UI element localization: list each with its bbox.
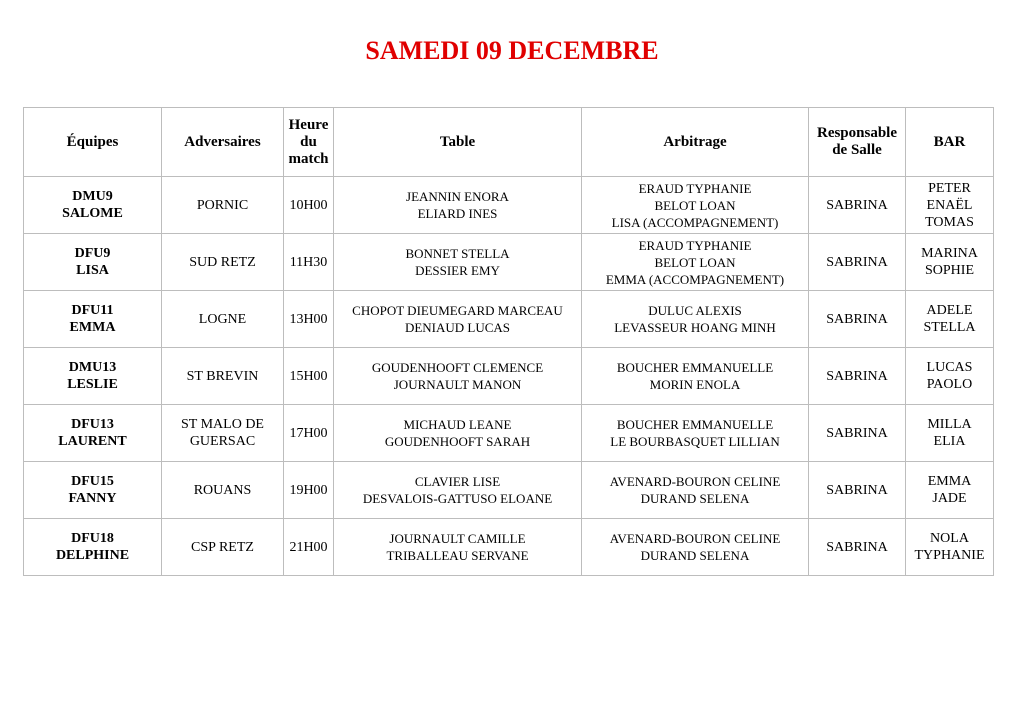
opponent-cell [162, 291, 284, 348]
referee: LEVASSEUR HOANG MINH [614, 320, 776, 335]
time-cell: 13H00 [284, 291, 334, 348]
team-coach: LISA [76, 263, 109, 278]
header-heure [284, 108, 334, 177]
table-official: BONNET STELLA [405, 246, 510, 261]
header-arbitrage-label: Arbitrage [663, 133, 727, 150]
referee: BELOT LOAN [654, 197, 736, 213]
table-official: MICHAUD LEANE [403, 417, 512, 432]
opponent-line: GUERSAC [189, 434, 256, 449]
bar-volunteer: NOLA [930, 531, 969, 546]
table-row [24, 462, 994, 519]
header-table [334, 108, 582, 177]
table-row [24, 291, 994, 348]
time-cell: 11H30 [284, 234, 334, 291]
header-equipes [24, 108, 162, 177]
team-cell [24, 348, 162, 405]
header-responsable-line: Responsable [816, 125, 898, 141]
table-official: JOURNAULT MANON [393, 377, 522, 392]
referee: ERAUD TYPHANIE [638, 237, 752, 253]
bar-volunteer: TYPHANIE [914, 548, 985, 563]
team-code: DFU9 [74, 246, 111, 261]
team-coach: FANNY [68, 491, 117, 506]
bar-volunteer: MILLA [927, 417, 972, 432]
bar-cell [906, 348, 994, 405]
table-row [24, 348, 994, 405]
table-row [24, 234, 994, 291]
opponent-cell [162, 348, 284, 405]
opponent-cell [162, 462, 284, 519]
bar-volunteer: PETER [928, 180, 971, 196]
team-cell [24, 462, 162, 519]
header-arbitrage [582, 108, 809, 177]
page-title: SAMEDI 09 DECEMBRE [365, 36, 659, 65]
manager-cell: SABRINA [809, 519, 906, 576]
team-code: DFU11 [71, 303, 114, 318]
header-table-label: Table [439, 133, 476, 150]
team-cell [24, 519, 162, 576]
bar-volunteer: PAOLO [926, 377, 973, 392]
opponent-line: CSP RETZ [191, 539, 254, 555]
team-coach: LAURENT [58, 434, 127, 449]
referee: LISA (ACCOMPAGNEMENT) [611, 214, 779, 230]
table-official: CHOPOT DIEUMEGARD MARCEAU [352, 303, 563, 318]
manager-cell: SABRINA [809, 405, 906, 462]
opponent-cell [162, 177, 284, 234]
team-code: DFU15 [71, 474, 114, 489]
header-equipes-label: Équipes [66, 133, 119, 150]
table-official: DESVALOIS-GATTUSO ELOANE [362, 491, 553, 506]
time-cell: 21H00 [284, 519, 334, 576]
referee: LE BOURBASQUET LILLIAN [610, 434, 780, 449]
table-officials-cell [334, 519, 582, 576]
referee: DURAND SELENA [640, 491, 750, 506]
table-official: TRIBALLEAU SERVANE [386, 548, 529, 563]
opponent-line: ROUANS [193, 482, 252, 498]
team-coach: EMMA [69, 320, 116, 335]
manager-cell: SABRINA [809, 348, 906, 405]
table-official: GOUDENHOOFT CLEMENCE [371, 360, 544, 375]
manager-cell: SABRINA [809, 177, 906, 234]
referee: DULUC ALEXIS [648, 303, 742, 318]
header-row [24, 108, 994, 177]
header-bar-label: BAR [933, 133, 966, 150]
team-coach: LESLIE [67, 377, 118, 392]
bar-cell [906, 405, 994, 462]
table-row [24, 177, 994, 234]
table-official: JOURNAULT CAMILLE [389, 531, 526, 546]
referee: AVENARD-BOURON CELINE [609, 531, 781, 546]
table-official: DESSIER EMY [415, 263, 500, 278]
bar-volunteer: LUCAS [926, 360, 973, 375]
bar-volunteer: TOMAS [925, 214, 974, 230]
opponent-cell [162, 519, 284, 576]
table-official: CLAVIER LISE [414, 474, 501, 489]
referees-cell [582, 405, 809, 462]
team-code: DFU13 [71, 417, 114, 432]
table-official: GOUDENHOOFT SARAH [384, 434, 531, 449]
time-cell: 10H00 [284, 177, 334, 234]
referee: ERAUD TYPHANIE [638, 180, 752, 196]
referees-cell [582, 291, 809, 348]
opponent-line: ST MALO DE [181, 417, 264, 432]
header-heure-line: match [288, 150, 329, 167]
table-row [24, 405, 994, 462]
schedule-table [23, 107, 994, 576]
bar-cell [906, 177, 994, 234]
team-cell [24, 405, 162, 462]
manager-cell: SABRINA [809, 234, 906, 291]
team-coach: DELPHINE [55, 548, 130, 563]
table-officials-cell [334, 234, 582, 291]
bar-volunteer: ADELE [926, 303, 973, 318]
team-coach: SALOME [62, 206, 123, 221]
team-cell [24, 291, 162, 348]
table-officials-cell [334, 291, 582, 348]
table-official: JEANNIN ENORA [406, 189, 509, 204]
referees-cell [582, 234, 809, 291]
table-officials-cell [334, 405, 582, 462]
referee: MORIN ENOLA [649, 377, 741, 392]
referees-cell [582, 462, 809, 519]
header-responsable-line: de Salle [832, 142, 882, 158]
time-cell: 19H00 [284, 462, 334, 519]
opponent-line: LOGNE [198, 311, 247, 327]
opponent-cell [162, 234, 284, 291]
referee: AVENARD-BOURON CELINE [609, 474, 781, 489]
team-code: DMU9 [72, 189, 113, 204]
table-officials-cell [334, 177, 582, 234]
opponent-line: SUD RETZ [189, 254, 256, 270]
header-heure-line: Heure [288, 116, 329, 133]
referees-cell [582, 348, 809, 405]
header-adversaires-label: Adversaires [184, 133, 261, 150]
opponent-line: ST BREVIN [186, 368, 259, 384]
table-official: ELIARD INES [417, 206, 498, 221]
referee: DURAND SELENA [640, 548, 750, 563]
team-code: DFU18 [71, 531, 114, 546]
referees-cell [582, 519, 809, 576]
table-officials-cell [334, 348, 582, 405]
bar-cell [906, 291, 994, 348]
bar-volunteer: MARINA [921, 246, 978, 261]
referee: BOUCHER EMMANUELLE [616, 360, 774, 375]
bar-volunteer: EMMA [927, 474, 972, 489]
bar-cell [906, 462, 994, 519]
bar-volunteer: STELLA [923, 320, 976, 335]
team-code: DMU13 [68, 360, 117, 375]
referee: BOUCHER EMMANUELLE [616, 417, 774, 432]
bar-volunteer: ELIA [933, 434, 966, 449]
table-official: DENIAUD LUCAS [404, 320, 511, 335]
referee: BELOT LOAN [654, 254, 736, 270]
referee: EMMA (ACCOMPAGNEMENT) [605, 271, 785, 287]
header-responsable [809, 108, 906, 177]
team-cell [24, 177, 162, 234]
referees-cell [582, 177, 809, 234]
opponent-cell [162, 405, 284, 462]
time-cell: 15H00 [284, 348, 334, 405]
manager-cell: SABRINA [809, 462, 906, 519]
header-adversaires [162, 108, 284, 177]
manager-cell: SABRINA [809, 291, 906, 348]
table-officials-cell [334, 462, 582, 519]
bar-volunteer: JADE [932, 491, 967, 506]
bar-cell [906, 234, 994, 291]
bar-cell [906, 519, 994, 576]
team-cell [24, 234, 162, 291]
header-bar [906, 108, 994, 177]
header-heure-line: du [300, 133, 317, 150]
bar-volunteer: SOPHIE [924, 263, 974, 278]
time-cell: 17H00 [284, 405, 334, 462]
bar-volunteer: ENAËL [926, 197, 973, 213]
table-row [24, 519, 994, 576]
opponent-line: PORNIC [196, 197, 249, 213]
